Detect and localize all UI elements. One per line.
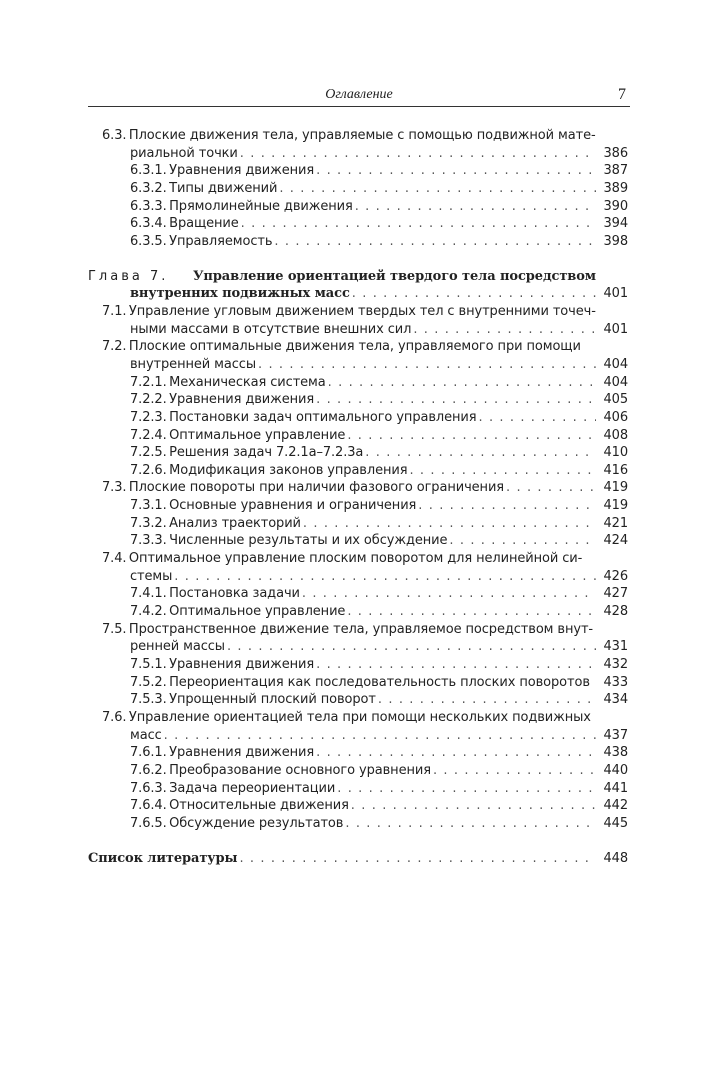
dot-leader (413, 321, 596, 339)
section-title: Упрощенный плоский поворот (169, 692, 376, 708)
section-number: 7.6.3. (130, 780, 167, 796)
page-ref: 410 (603, 445, 628, 461)
section-number: 7.5. (102, 621, 127, 637)
toc-line (88, 603, 628, 621)
toc-line (88, 145, 628, 163)
section-title: Управляемость (169, 233, 273, 249)
section-number: 7.5.1. (130, 657, 167, 673)
section-number: 7.4.1. (130, 586, 167, 602)
page-number: 7 (618, 86, 626, 103)
section-number: 6.3.5. (130, 233, 167, 249)
toc-line (88, 709, 628, 727)
page-ref: 390 (603, 198, 628, 214)
toc-line (88, 797, 628, 815)
section-title: Уравнения движения (169, 392, 315, 408)
page-ref: 398 (603, 233, 628, 249)
toc-line (88, 338, 628, 356)
section-title: Относительные движения (169, 798, 349, 814)
toc-entry[interactable] (88, 656, 628, 674)
dot-leader (328, 374, 596, 392)
section-title: Постановки задач оптимального управления (169, 409, 477, 425)
page-ref: 404 (603, 374, 628, 390)
toc-entry[interactable] (88, 674, 628, 692)
section-title: Решения задач 7.2.1а–7.2.3а (169, 445, 364, 461)
page-ref: 428 (603, 604, 628, 620)
section-title: Преобразование основного уравнения (169, 762, 431, 778)
dot-leader (164, 727, 596, 745)
page-ref: 448 (603, 850, 628, 866)
dot-leader (274, 233, 596, 251)
dot-leader (355, 198, 596, 216)
page-ref: 438 (603, 745, 628, 761)
toc-line (88, 674, 628, 692)
page-ref: 387 (603, 163, 628, 179)
toc-line (88, 744, 628, 762)
dot-leader (478, 409, 596, 427)
dot-leader (303, 515, 596, 533)
toc-line (88, 691, 628, 709)
page-ref: 433 (603, 674, 628, 690)
section-number: 7.3.3. (130, 533, 167, 549)
page-ref: 406 (603, 409, 628, 425)
dot-leader (347, 427, 596, 445)
toc-entry[interactable] (88, 709, 628, 744)
dot-leader (506, 479, 596, 497)
section-title: Оптимальное управление (169, 604, 346, 620)
page-ref: 437 (603, 727, 628, 743)
page-ref: 394 (603, 216, 628, 232)
page-ref: 416 (603, 462, 628, 478)
dot-leader (227, 638, 596, 656)
section-number: 7.5.3. (130, 692, 167, 708)
toc-entry[interactable] (88, 374, 628, 392)
toc-line (88, 727, 628, 745)
section-number: 7.6. (102, 710, 127, 725)
page-ref: 432 (603, 657, 628, 673)
running-header-title: Оглавление (325, 87, 393, 102)
section-title: Переориентация как последовательность плоских поворотов (169, 674, 590, 690)
toc-line (88, 621, 628, 639)
toc-line (88, 762, 628, 780)
section-title: стемы (130, 568, 173, 584)
section-number: 6.3.3. (130, 198, 167, 214)
page-ref: 440 (603, 762, 628, 778)
toc-entry[interactable] (88, 409, 628, 427)
dot-leader (418, 497, 596, 515)
dot-leader (378, 691, 596, 709)
section-title: Обсуждение результатов (169, 815, 344, 831)
dot-leader (449, 532, 596, 550)
section-number: 7.2. (102, 339, 127, 355)
toc-line (88, 409, 628, 427)
toc-line (88, 285, 628, 303)
toc-line (88, 127, 628, 145)
page-ref: 445 (603, 815, 628, 831)
page-ref: 404 (603, 356, 628, 372)
dot-leader (409, 462, 596, 480)
toc-entry[interactable] (88, 515, 628, 533)
section-number: 7.1. (102, 303, 127, 319)
toc-entry[interactable] (88, 462, 628, 480)
section-title: Плоские движения тела, управляемые с помощью подвижной мате- (128, 128, 596, 143)
section-number: 6.3.1. (130, 163, 167, 179)
section-title: Оптимальное управление (169, 427, 346, 443)
page-ref: 401 (603, 286, 628, 302)
toc-entry[interactable] (88, 585, 628, 603)
section-title: Модификация законов управления (169, 462, 408, 478)
running-header (88, 86, 630, 107)
toc-entry[interactable] (88, 391, 628, 409)
toc-line (88, 850, 628, 868)
section-title: Постановка задачи (169, 586, 300, 602)
dot-leader (174, 568, 596, 586)
section-title: Численные результаты и их обсуждение (169, 533, 448, 549)
section-title: Уравнения движения (169, 163, 315, 179)
toc-entry[interactable] (88, 815, 628, 833)
dot-leader (365, 444, 596, 462)
page-ref: 441 (603, 780, 628, 796)
page-ref: 431 (603, 639, 628, 655)
toc-entry-bibliography[interactable] (88, 850, 628, 868)
toc-line (88, 550, 628, 568)
dot-leader (316, 162, 596, 180)
section-title: Механическая система (169, 374, 326, 390)
toc-line (88, 780, 628, 798)
section-number: 7.6.2. (130, 762, 167, 778)
toc-line (88, 268, 628, 286)
dot-leader (258, 356, 596, 374)
dot-leader (240, 145, 596, 163)
section-title: внутренних подвижных масс (130, 286, 350, 302)
toc-chapter[interactable] (88, 268, 628, 303)
page-ref: 421 (603, 515, 628, 531)
section-title: Вращение (169, 216, 239, 232)
section-number: 7.2.3. (130, 409, 167, 425)
toc-line (88, 303, 628, 321)
dot-leader (239, 850, 596, 868)
toc-entry[interactable] (88, 744, 628, 762)
section-title: Уравнения движения (169, 657, 315, 673)
section-title: Управление ориентацией тела при помощи нескольких подвижных (128, 710, 591, 725)
toc-line (88, 585, 628, 603)
section-title: Основные уравнения и ограничения (169, 498, 417, 514)
page-ref: 434 (603, 692, 628, 708)
toc-line (88, 356, 628, 374)
section-number: 7.6.4. (130, 798, 167, 814)
toc-line (88, 444, 628, 462)
toc-line (88, 391, 628, 409)
section-title: ными массами в отсутствие внешних сил (130, 321, 412, 337)
chapter-prefix: Глава 7. (88, 268, 169, 284)
toc-entry[interactable] (88, 532, 628, 550)
section-title: Анализ траекторий (169, 515, 301, 531)
section-number: 6.3.4. (130, 216, 167, 232)
toc-line (88, 321, 628, 339)
table-of-contents (88, 127, 628, 867)
toc-entry[interactable] (88, 127, 628, 162)
section-number: 7.3.2. (130, 515, 167, 531)
dot-leader (351, 797, 596, 815)
section-number: 6.3.2. (130, 180, 167, 196)
toc-line (88, 479, 628, 497)
toc-line (88, 568, 628, 586)
toc-line (88, 532, 628, 550)
toc-entry[interactable] (88, 497, 628, 515)
toc-line (88, 427, 628, 445)
toc-line (88, 462, 628, 480)
page-ref: 386 (603, 145, 628, 161)
section-number: 7.2.5. (130, 445, 167, 461)
section-title: ренней массы (130, 639, 225, 655)
toc-line (88, 198, 628, 216)
page-ref: 424 (603, 533, 628, 549)
section-title: Типы движений (169, 180, 278, 196)
section-number: 7.4.2. (130, 604, 167, 620)
page-ref: 419 (603, 498, 628, 514)
section-number: 7.3. (102, 480, 127, 496)
page-ref: 442 (603, 798, 628, 814)
toc-entry[interactable] (88, 303, 628, 338)
section-number: 7.2.6. (130, 462, 167, 478)
section-title: внутренней массы (130, 356, 256, 372)
dot-leader (302, 585, 596, 603)
page-ref: 401 (603, 321, 628, 337)
section-title: Задача переориентации (169, 780, 336, 796)
toc-entry[interactable] (88, 797, 628, 815)
dot-leader (241, 215, 596, 233)
toc-line (88, 162, 628, 180)
toc-entry[interactable] (88, 198, 628, 216)
dot-leader (347, 603, 596, 621)
page-ref: 426 (603, 568, 628, 584)
dot-leader (345, 815, 596, 833)
dot-leader (337, 780, 596, 798)
section-number: 7.2.4. (130, 427, 167, 443)
toc-entry[interactable] (88, 550, 628, 585)
toc-entry[interactable] (88, 180, 628, 198)
section-number: 7.3.1. (130, 498, 167, 514)
section-title: Уравнения движения (169, 745, 315, 761)
dot-leader (316, 744, 596, 762)
toc-line (88, 815, 628, 833)
section-number: 7.2.2. (130, 392, 167, 408)
dot-leader (433, 762, 596, 780)
section-number: 6.3. (102, 128, 127, 143)
section-title: Плоские повороты при наличии фазового ограничения (128, 480, 505, 496)
toc-entry[interactable] (88, 162, 628, 180)
toc-entry[interactable] (88, 762, 628, 780)
toc-line (88, 515, 628, 533)
page-ref: 389 (603, 180, 628, 196)
section-title: Управление ориентацией твердого тела посредством (192, 268, 596, 284)
section-title: Плоские оптимальные движения тела, управляемого при помощи (128, 339, 581, 355)
toc-entry[interactable] (88, 444, 628, 462)
section-title: Прямолинейные движения (169, 198, 353, 214)
section-title: риальной точки (130, 145, 238, 161)
toc-entry[interactable] (88, 691, 628, 709)
toc-line (88, 233, 628, 251)
toc-entry[interactable] (88, 780, 628, 798)
toc-entry[interactable] (88, 233, 628, 251)
toc-entry[interactable] (88, 338, 628, 373)
toc-entry[interactable] (88, 427, 628, 445)
toc-entry[interactable] (88, 603, 628, 621)
dot-leader (352, 285, 596, 303)
section-number: 7.6.1. (130, 745, 167, 761)
section-number: 7.2.1. (130, 374, 167, 390)
toc-line (88, 374, 628, 392)
toc-line (88, 638, 628, 656)
toc-entry[interactable] (88, 621, 628, 656)
dot-leader (316, 391, 596, 409)
section-title: Оптимальное управление плоским поворотом для нелинейной си- (128, 551, 583, 567)
section-title: Управление угловым движением твердых тел с внутренними точеч- (128, 303, 596, 319)
section-title: масс (130, 727, 162, 743)
toc-line (88, 215, 628, 233)
page-ref: 405 (603, 392, 628, 408)
section-number: 7.5.2. (130, 674, 167, 690)
page-ref: 408 (603, 427, 628, 443)
page-ref: 419 (603, 480, 628, 496)
dot-leader (316, 656, 596, 674)
page-ref: 427 (603, 586, 628, 602)
toc-line (88, 180, 628, 198)
toc-line (88, 656, 628, 674)
dot-leader (279, 180, 596, 198)
section-title: Список литературы (88, 850, 238, 866)
toc-line (88, 497, 628, 515)
section-number: 7.4. (102, 551, 127, 567)
toc-entry[interactable] (88, 479, 628, 497)
section-title: Пространственное движение тела, управляемое посредством внут- (128, 621, 594, 637)
toc-entry[interactable] (88, 215, 628, 233)
section-number: 7.6.5. (130, 815, 167, 831)
